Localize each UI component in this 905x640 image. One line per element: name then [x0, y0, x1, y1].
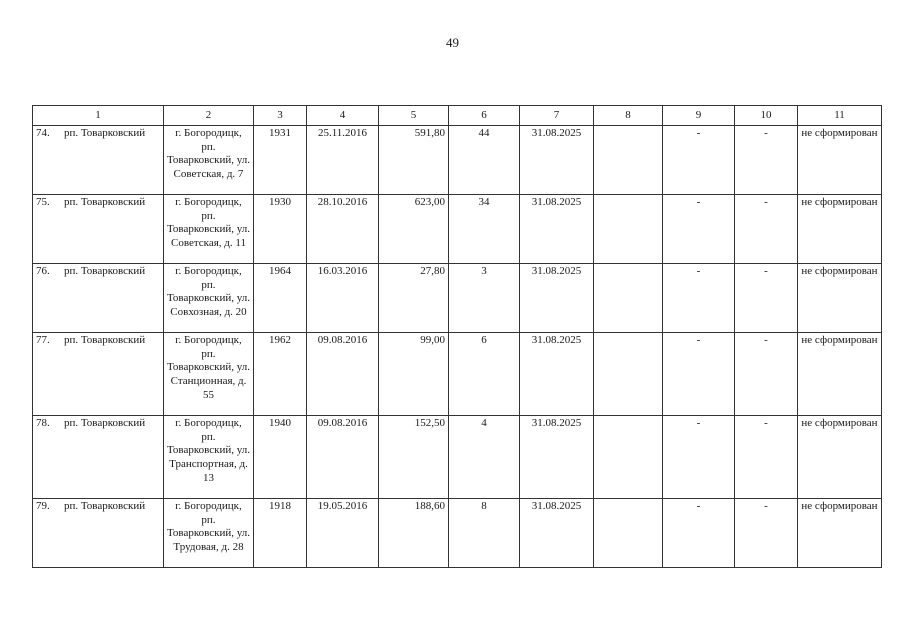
count-cell: 8: [449, 499, 520, 568]
address-cell: г. Богородицк, рп. Товарковский, ул. Советская, д. 11: [164, 195, 254, 264]
column-header: 3: [254, 106, 307, 126]
col10-cell: -: [735, 195, 798, 264]
area-cell: 188,60: [379, 499, 449, 568]
status-cell: не сформирован: [798, 333, 882, 416]
deadline-cell: 31.08.2025: [520, 499, 594, 568]
status-cell: не сформирован: [798, 416, 882, 499]
status-cell: не сформирован: [798, 499, 882, 568]
address-cell: г. Богородицк, рп. Товарковский, ул. Трудовая, д. 28: [164, 499, 254, 568]
address-cell: г. Богородицк, рп. Товарковский, ул. Советская, д. 7: [164, 126, 254, 195]
deadline-cell: 31.08.2025: [520, 333, 594, 416]
year-cell: 1940: [254, 416, 307, 499]
table-row: [33, 126, 882, 195]
year-cell: 1962: [254, 333, 307, 416]
table-row: [33, 195, 882, 264]
page-number: 49: [446, 35, 459, 50]
col8-cell: [594, 333, 663, 416]
locality: рп. Товарковский: [64, 265, 146, 277]
row-number: 74.: [36, 127, 50, 139]
column-header: 9: [663, 106, 735, 126]
status-cell: не сформирован: [798, 264, 882, 333]
area-cell: 591,80: [379, 126, 449, 195]
col10-cell: -: [735, 126, 798, 195]
col10-cell: -: [735, 499, 798, 568]
table-row: [33, 416, 882, 499]
locality: рп. Товарковский: [64, 127, 146, 139]
date-cell: 09.08.2016: [307, 416, 379, 499]
col8-cell: [594, 416, 663, 499]
address-cell: г. Богородицк, рп. Товарковский, ул. Транспортная, д. 13: [164, 416, 254, 499]
deadline-cell: 31.08.2025: [520, 126, 594, 195]
col10-cell: -: [735, 416, 798, 499]
address-cell: г. Богородицк, рп. Товарковский, ул. Станционная, д. 55: [164, 333, 254, 416]
col9-cell: -: [663, 126, 735, 195]
col10-cell: -: [735, 333, 798, 416]
column-header: 11: [798, 106, 882, 126]
col9-cell: -: [663, 416, 735, 499]
table-row: [33, 333, 882, 416]
count-cell: 44: [449, 126, 520, 195]
header-row: [33, 106, 882, 126]
col9-cell: -: [663, 195, 735, 264]
locality: рп. Товарковский: [64, 334, 146, 346]
date-cell: 09.08.2016: [307, 333, 379, 416]
row-number: 78.: [36, 417, 50, 429]
count-cell: 3: [449, 264, 520, 333]
row-number: 75.: [36, 196, 50, 208]
date-cell: 25.11.2016: [307, 126, 379, 195]
area-cell: 99,00: [379, 333, 449, 416]
col8-cell: [594, 499, 663, 568]
row-number: 76.: [36, 265, 50, 277]
year-cell: 1918: [254, 499, 307, 568]
status-cell: не сформирован: [798, 126, 882, 195]
count-cell: 6: [449, 333, 520, 416]
area-cell: 27,80: [379, 264, 449, 333]
col8-cell: [594, 264, 663, 333]
year-cell: 1930: [254, 195, 307, 264]
column-header: 2: [164, 106, 254, 126]
column-header: 8: [594, 106, 663, 126]
column-header: 4: [307, 106, 379, 126]
col8-cell: [594, 126, 663, 195]
table-row: [33, 264, 882, 333]
date-cell: 19.05.2016: [307, 499, 379, 568]
locality: рп. Товарковский: [64, 417, 146, 429]
year-cell: 1964: [254, 264, 307, 333]
locality: рп. Товарковский: [64, 500, 146, 512]
deadline-cell: 31.08.2025: [520, 264, 594, 333]
deadline-cell: 31.08.2025: [520, 416, 594, 499]
column-header: 7: [520, 106, 594, 126]
count-cell: 34: [449, 195, 520, 264]
date-cell: 28.10.2016: [307, 195, 379, 264]
year-cell: 1931: [254, 126, 307, 195]
locality: рп. Товарковский: [64, 196, 146, 208]
area-cell: 152,50: [379, 416, 449, 499]
status-cell: не сформирован: [798, 195, 882, 264]
housing-registry-table: [32, 105, 882, 568]
column-header: 6: [449, 106, 520, 126]
deadline-cell: 31.08.2025: [520, 195, 594, 264]
col9-cell: -: [663, 499, 735, 568]
count-cell: 4: [449, 416, 520, 499]
row-number: 77.: [36, 334, 50, 346]
address-cell: г. Богородицк, рп. Товарковский, ул. Совхозная, д. 20: [164, 264, 254, 333]
area-cell: 623,00: [379, 195, 449, 264]
col9-cell: -: [663, 333, 735, 416]
table-row: [33, 499, 882, 568]
col9-cell: -: [663, 264, 735, 333]
col10-cell: -: [735, 264, 798, 333]
row-number: 79.: [36, 500, 50, 512]
date-cell: 16.03.2016: [307, 264, 379, 333]
column-header: 10: [735, 106, 798, 126]
column-header: 1: [33, 106, 164, 126]
col8-cell: [594, 195, 663, 264]
column-header: 5: [379, 106, 449, 126]
